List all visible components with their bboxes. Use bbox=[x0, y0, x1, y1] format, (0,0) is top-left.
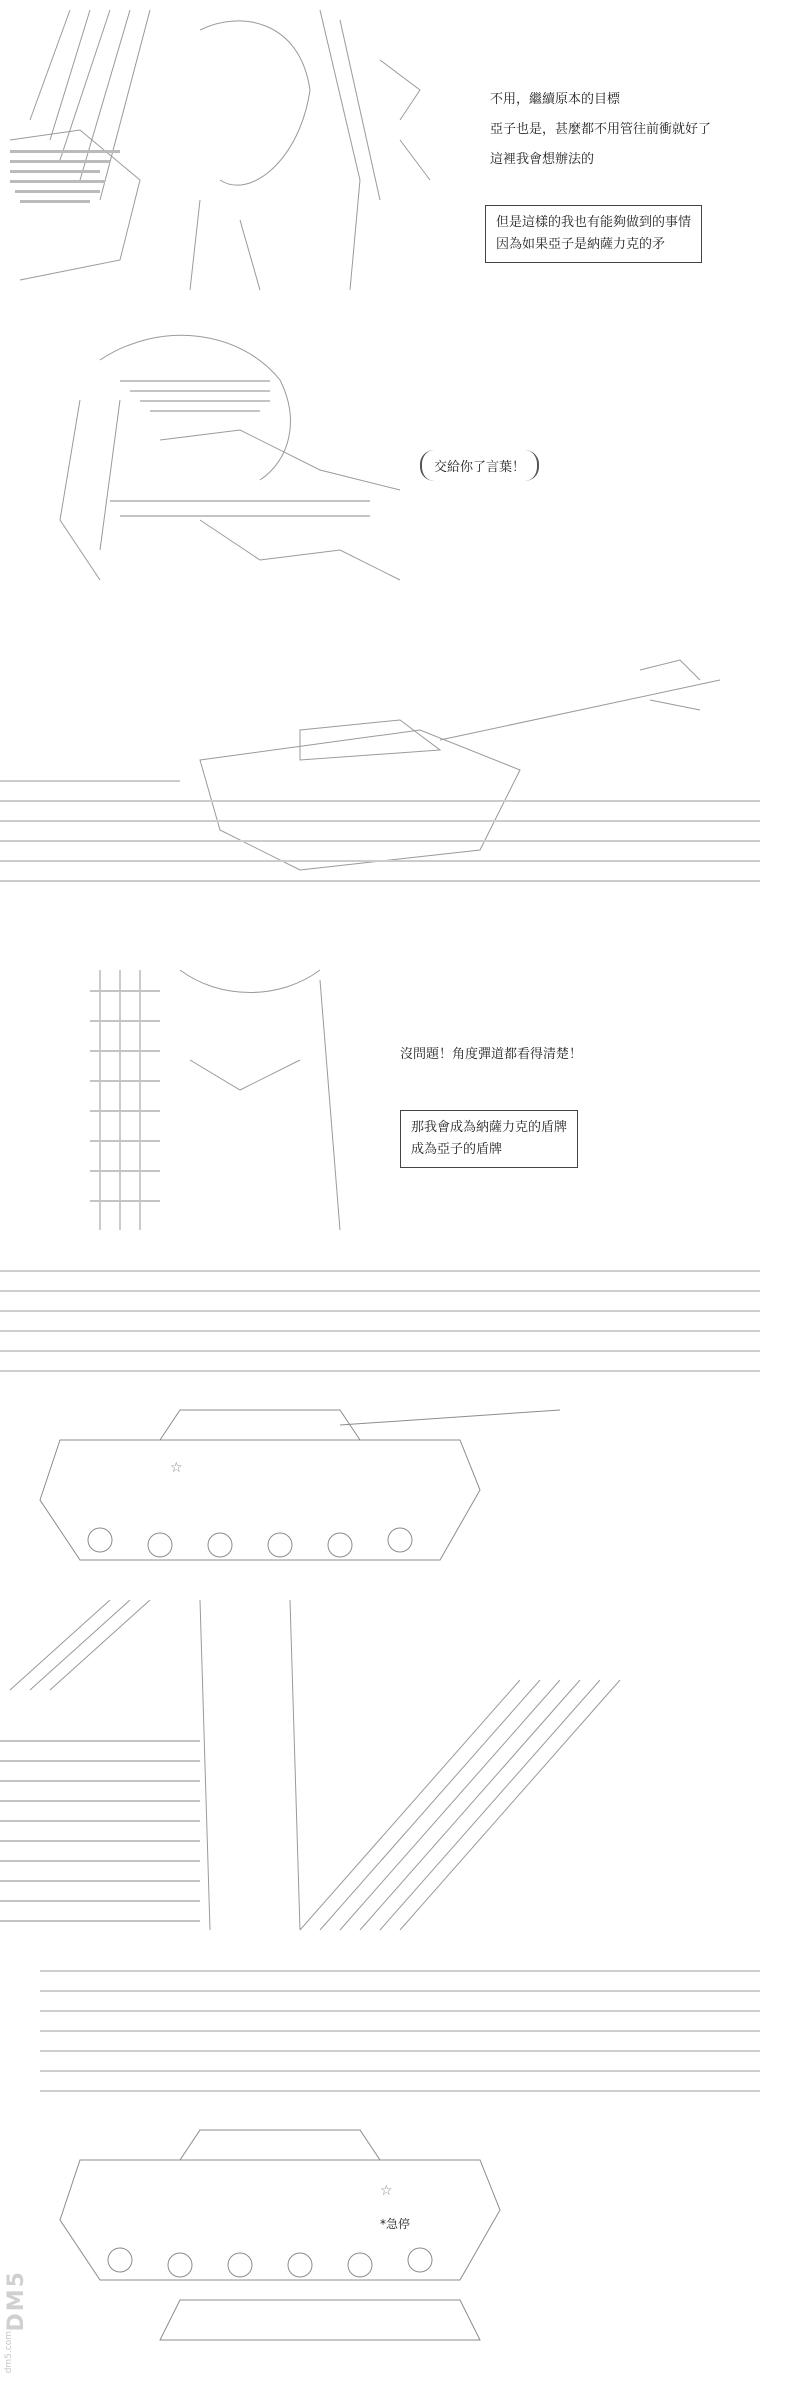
box-line: 成為亞子的盾牌 bbox=[411, 1142, 503, 1158]
panel-3 bbox=[0, 620, 800, 940]
character-ascii-art bbox=[0, 0, 480, 300]
panel-6 bbox=[0, 1590, 800, 1950]
sound-effect-text: *急停 bbox=[380, 2217, 411, 2231]
panel-5 bbox=[0, 1260, 800, 1580]
caption-line: 亞子也是，甚麼都不用管往前衝就好了 bbox=[490, 122, 712, 138]
box-line: 那我會成為納薩力克的盾牌 bbox=[411, 1120, 568, 1135]
caption-line: 這裡我會想辦法的 bbox=[490, 152, 595, 168]
character-ascii-art bbox=[80, 960, 400, 1240]
dialogue-caption: 沒問題！角度彈道都看得清楚！ bbox=[400, 1047, 583, 1062]
panel-1 bbox=[0, 0, 800, 300]
svg-text:☆: ☆ bbox=[170, 1460, 183, 1476]
tank-ascii-art bbox=[0, 620, 760, 940]
narration-box bbox=[485, 205, 702, 263]
caption-line: 不用，繼續原本的目標 bbox=[490, 92, 621, 107]
tank-battle-ascii-art bbox=[0, 1260, 760, 1580]
svg-text:☆: ☆ bbox=[380, 2183, 393, 2199]
narration-box bbox=[400, 1110, 578, 1168]
watermark-logo: DM5 bbox=[4, 2270, 29, 2332]
site-watermark bbox=[4, 2270, 44, 2390]
panel-7 bbox=[0, 1960, 800, 2400]
tank-battle-ascii-art bbox=[40, 1960, 760, 2360]
box-line: 因為如果亞子是納薩力克的矛 bbox=[496, 237, 666, 253]
action-lines-ascii-art bbox=[0, 1590, 760, 1950]
watermark-url: dm5.com bbox=[4, 2331, 14, 2374]
box-line: 但是這樣的我也有能夠做到的事情 bbox=[496, 215, 692, 230]
panel-4 bbox=[0, 950, 800, 1250]
panel-2 bbox=[0, 310, 800, 610]
speech-bubble: 交給你了言葉！ bbox=[420, 450, 539, 481]
narration-caption bbox=[490, 90, 711, 170]
character-ascii-art bbox=[40, 320, 480, 610]
